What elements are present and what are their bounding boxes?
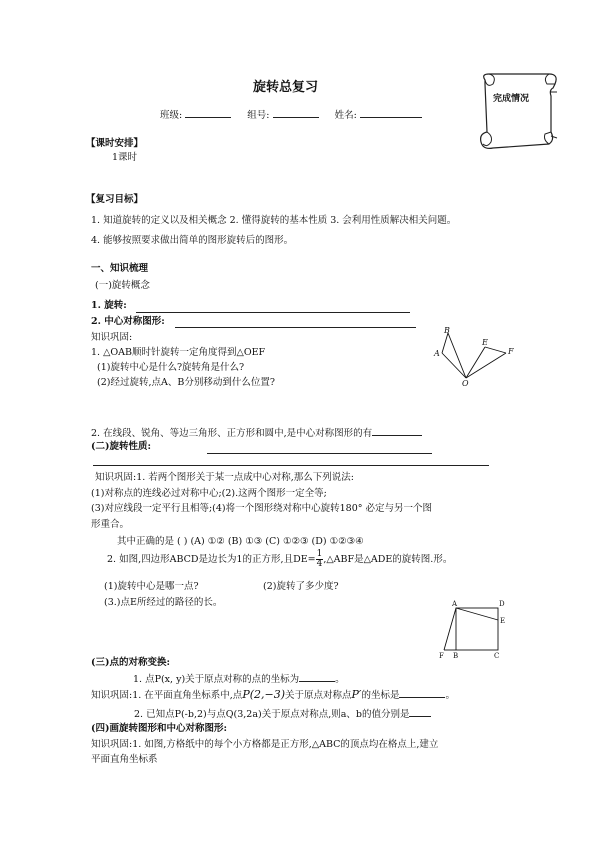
- fig2-label-d: D: [499, 600, 505, 608]
- fig2-label-b: B: [453, 652, 459, 660]
- fig1-label-b: B: [444, 326, 450, 335]
- goals-heading: 【复习目标】: [86, 194, 144, 205]
- group-label: 组号:: [247, 110, 270, 121]
- scroll-stamp-icon: [473, 70, 563, 154]
- fig2-label-e: E: [500, 617, 506, 625]
- fig2-label-c: C: [494, 652, 500, 660]
- question-1a: (1)旋转中心是什么?旋转角是什么?: [97, 362, 245, 373]
- fig1-edge-ao: [442, 353, 466, 378]
- fig1-label-e: E: [482, 338, 488, 347]
- fig1-label-f: F: [508, 347, 514, 356]
- draw-line-2: 平面直角坐标系: [91, 754, 158, 765]
- point-symmetry-2-blank[interactable]: [399, 688, 445, 698]
- fig1-label-o: O: [462, 379, 469, 387]
- point-symmetry-3-blank[interactable]: [409, 707, 431, 717]
- fig1-label-a: A: [434, 349, 440, 358]
- fig2-edge-af: [444, 608, 456, 650]
- schedule-value: 1课时: [112, 152, 138, 163]
- goal-line-2: 4. 能够按照要求做出简单的图形旋转后的图形。: [91, 235, 294, 246]
- consolidate-2-line-3: (3)对应线段一定平行且相等;(4)将一个图形绕对称中心旋转180° 必定与另一个图: [91, 503, 433, 514]
- properties-blank-2[interactable]: [93, 465, 489, 466]
- point-symmetry-2: 知识巩固:1. 在平面直角坐标系中,点P(2,−3)关于原点对称点P′的坐标是 。: [91, 688, 455, 701]
- point-symmetry-1-blank[interactable]: [299, 672, 335, 682]
- consolidate-2-line-1: 知识巩固:1. 若两个图形关于某一点成中心对称,那么下列说法:: [95, 472, 355, 483]
- fig1-edge-fo: [466, 353, 506, 378]
- name-field[interactable]: [360, 108, 422, 118]
- rotation-blank[interactable]: [136, 312, 410, 313]
- consolidate-2-choices: 其中正确的是 ( ) (A) ①② (B) ①③ (C) ①②③ (D) ①②③④: [117, 536, 364, 547]
- class-field[interactable]: [185, 108, 231, 118]
- question-1: 1. △OAB顺时针旋转一定角度得到△OEF: [91, 347, 266, 358]
- problem-2-q3: (3.)点E所经过的路径的长。: [104, 597, 223, 608]
- section-heading-knowledge: 一、知识梳理: [91, 263, 149, 274]
- problem-2: 2. 如图,四边形ABCD是边长为1的正方形,且DE= $\frac{1}{4}$ ,△ABF是△ADE的旋转图.形。: [107, 549, 453, 569]
- sub-heading-draw: (四)画旋转图形和中心对称图形:: [91, 723, 227, 734]
- schedule-heading: 【课时安排】: [86, 138, 144, 149]
- draw-line-1: 知识巩固:1. 如图,方格纸中的每个小方格都是正方形,△ABC的顶点均在格点上,建立: [91, 739, 439, 750]
- figure-rotation-triangles: [430, 325, 520, 387]
- fig1-edge-ef: [485, 347, 506, 353]
- sub-heading-concept: (一)旋转概念: [95, 280, 150, 291]
- center-symmetry-blank[interactable]: [175, 327, 416, 328]
- name-label: 姓名:: [334, 110, 357, 121]
- sub-heading-properties: (二)旋转性质:: [91, 441, 151, 452]
- figure-square-rotation: [432, 596, 512, 662]
- question-1b: (2)经过旋转,点A、B分别移动到什么位置?: [97, 377, 275, 388]
- rotation-label: 1. 旋转:: [91, 300, 127, 311]
- properties-blank-1[interactable]: [207, 453, 432, 454]
- point-symmetry-3: 2. 已知点P(-b,2)与点Q(3,2a)关于原点对称点,则a、b的值分别是: [134, 707, 431, 721]
- fig1-edge-oe: [466, 347, 485, 378]
- consolidate-label: 知识巩固:: [91, 332, 133, 343]
- question-2: 2. 在线段、锐角、等边三角形、正方形和圆中,是中心对称图形的有: [91, 426, 422, 440]
- group-field[interactable]: [273, 108, 319, 118]
- sub-heading-point-symmetry: (三)点的对称变换:: [91, 657, 170, 668]
- class-label: 班级:: [160, 110, 183, 121]
- fig2-label-a: A: [452, 600, 458, 608]
- fig1-edge-ob: [448, 333, 466, 378]
- question-2-blank[interactable]: [372, 426, 422, 436]
- problem-2-q1: (1)旋转中心是哪一点?: [104, 581, 199, 592]
- status-label: 完成情况: [493, 94, 530, 104]
- consolidate-2-line-2: (1)对称点的连线必过对称中心;(2).这两个图形一定全等;: [91, 488, 327, 499]
- center-symmetry-label: 2. 中心对称图形:: [91, 316, 165, 327]
- fig1-edge-ba: [442, 333, 448, 353]
- consolidate-2-line-4: 形重合。: [91, 519, 130, 530]
- fraction-quarter: $\frac{1}{4}$: [316, 549, 323, 569]
- goal-line-1: 1. 知道旋转的定义以及相关概念 2. 懂得旋转的基本性质 3. 会利用性质解决相关问题。: [91, 215, 457, 226]
- fig2-label-f: F: [439, 652, 444, 660]
- info-line: [160, 108, 422, 122]
- fig2-edge-ae: [456, 608, 498, 620]
- problem-2-q2: (2)旋转了多少度?: [263, 581, 339, 592]
- page-title: 旋转总复习: [253, 80, 319, 95]
- point-symmetry-1: 1. 点P(x, y)关于原点对称的点的坐标为 。: [133, 674, 345, 685]
